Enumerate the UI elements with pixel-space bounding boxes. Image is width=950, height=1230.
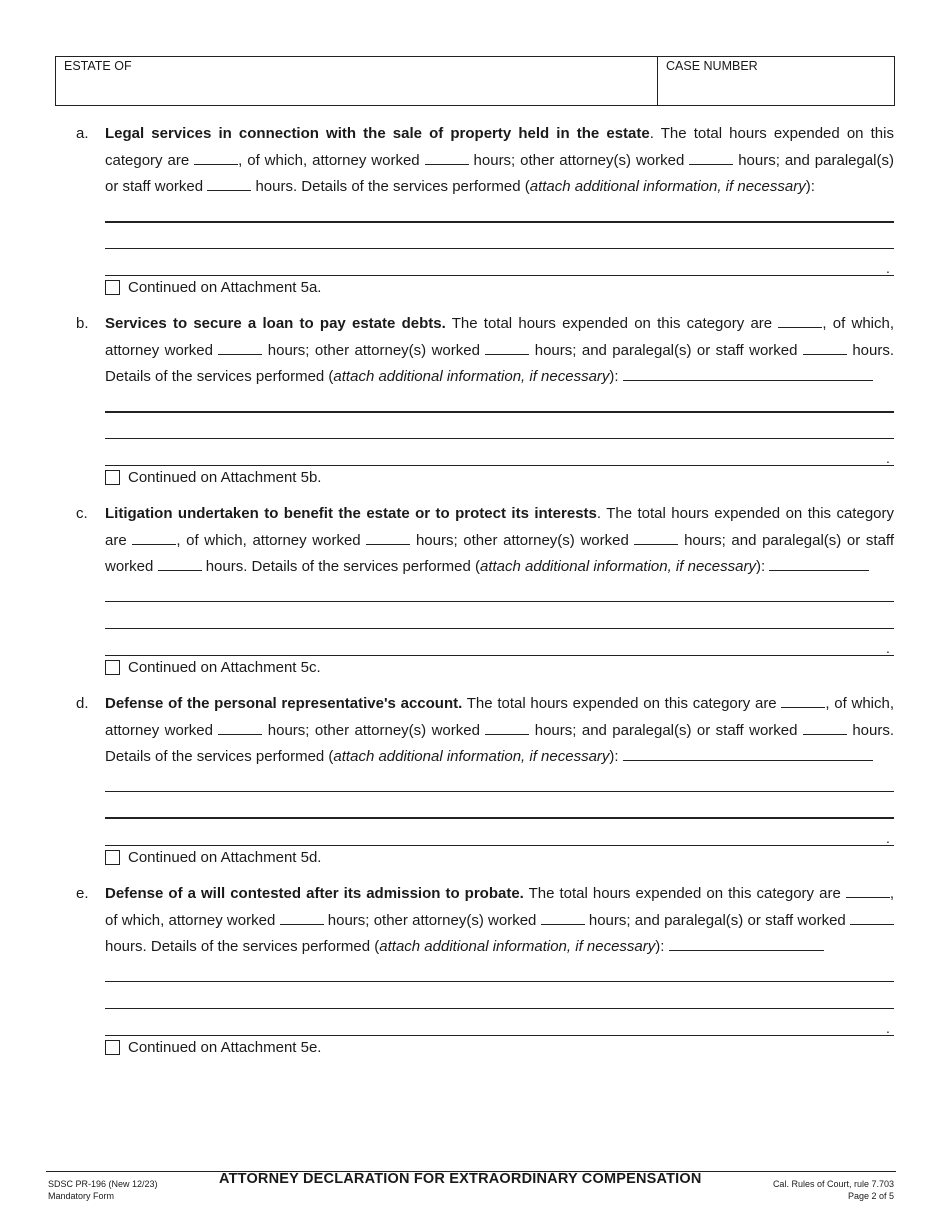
section-title: Legal services in connection with the sale of property held in the estate (105, 125, 650, 142)
details-inline-line[interactable] (669, 938, 824, 951)
total-hours-blank[interactable] (846, 885, 890, 898)
section-title: Defense of a will contested after its admission to probate. (105, 885, 524, 902)
staff-hours-blank[interactable] (158, 558, 202, 571)
details-line[interactable] (105, 221, 894, 223)
other-attorney-hours-blank[interactable] (689, 152, 733, 165)
total-hours-blank[interactable] (132, 532, 176, 545)
total-hours-blank[interactable] (781, 695, 825, 708)
details-line[interactable] (105, 791, 894, 792)
continued-attachment-5e[interactable] (105, 1039, 321, 1056)
section-title: Defense of the personal representative's account. (105, 695, 463, 712)
details-inline-line[interactable] (623, 368, 873, 381)
page-number: Page 2 of 5 (847, 1191, 894, 1201)
section-paragraph: Defense of the personal representative's account. The total hours expended on this category are , of which, attorney worked hours; other attorney(s) worked hours; and paralegal(s) or staff worked hours. Details of the services performed (attach additional information, if necessary): (105, 695, 895, 765)
details-line[interactable] (105, 1035, 894, 1036)
section-letter: b. (76, 315, 89, 332)
section-letter: d. (76, 695, 89, 712)
details-line[interactable] (105, 438, 894, 439)
continued-label: Continued on Attachment 5c. (128, 659, 321, 676)
attorney-hours-blank[interactable] (366, 532, 410, 545)
other-attorney-hours-blank[interactable] (485, 722, 529, 735)
attorney-hours-blank[interactable] (218, 722, 262, 735)
other-attorney-hours-blank[interactable] (634, 532, 678, 545)
section-letter: c. (76, 505, 88, 522)
details-line[interactable] (105, 275, 894, 276)
section-paragraph: Services to secure a loan to pay estate debts. The total hours expended on this category are , of which, attorney worked hours; other attorney(s) worked hours; and paralegal(s) or staff worked hours. Details of the services performed (attach additional information, if necessary): (105, 315, 895, 385)
details-line[interactable] (105, 655, 894, 656)
section-paragraph: Defense of a will contested after its admission to probate. The total hours expended on this category are , of which, attorney worked hours; other attorney(s) worked hours; and paralegal(s) or staff worked hours. Details of the services performed (attach additional information, if necessary): (105, 885, 894, 955)
attorney-hours-blank[interactable] (425, 152, 469, 165)
continued-attachment-5c[interactable] (105, 659, 321, 676)
section-letter: e. (76, 885, 89, 902)
continued-label: Continued on Attachment 5a. (128, 279, 322, 296)
case-number-label: CASE NUMBER (666, 59, 758, 73)
details-line[interactable] (105, 817, 894, 819)
court-rule: Cal. Rules of Court, rule 7.703 (772, 1179, 894, 1189)
continued-attachment-5d[interactable] (105, 849, 321, 866)
details-line[interactable] (105, 981, 894, 982)
checkbox[interactable] (105, 470, 120, 485)
details-line[interactable] (105, 248, 894, 249)
attorney-hours-blank[interactable] (280, 912, 324, 925)
continued-label: Continued on Attachment 5b. (128, 469, 322, 486)
continued-attachment-5a[interactable] (105, 279, 321, 296)
continued-attachment-5b[interactable] (105, 469, 321, 486)
details-line[interactable] (105, 411, 894, 413)
attorney-hours-blank[interactable] (218, 342, 262, 355)
total-hours-blank[interactable] (778, 315, 822, 328)
checkbox[interactable] (105, 1040, 120, 1055)
other-attorney-hours-blank[interactable] (541, 912, 585, 925)
section-paragraph: Litigation undertaken to benefit the estate or to protect its interests. The total hours expended on this category are , of which, attorney worked hours; other attorney(s) worked hours; and paralegal(s) or staff worked hours. Details of the services performed (attach additional information, if necessary): (105, 505, 894, 575)
section-paragraph: Legal services in connection with the sale of property held in the estate. The total hours expended on this category are , of which, attorney worked hours; other attorney(s) worked hours; and paralegal(s) or staff worked hours. Details of the services performed (attach additional information, if necessary): (105, 125, 895, 195)
footer-rule-info (773, 1178, 894, 1202)
details-inline-line[interactable] (623, 748, 873, 761)
checkbox[interactable] (105, 850, 120, 865)
section-letter: a. (76, 125, 89, 142)
staff-hours-blank[interactable] (207, 178, 251, 191)
staff-hours-blank[interactable] (850, 912, 894, 925)
checkbox[interactable] (105, 280, 120, 295)
details-line[interactable] (105, 1008, 894, 1009)
details-line[interactable] (105, 601, 894, 602)
form-type: Mandatory Form (48, 1191, 115, 1201)
staff-hours-blank[interactable] (803, 722, 847, 735)
continued-label: Continued on Attachment 5e. (128, 1039, 322, 1056)
form-title: ATTORNEY DECLARATION FOR EXTRAORDINARY COMPENSATION (219, 1171, 702, 1187)
details-inline-line[interactable] (769, 558, 869, 571)
section-title: Services to secure a loan to pay estate debts. (105, 315, 446, 332)
footer-form-info (48, 1178, 158, 1202)
details-line[interactable] (105, 628, 894, 629)
form-id: SDSC PR-196 (New 12/23) (48, 1179, 158, 1189)
other-attorney-hours-blank[interactable] (485, 342, 529, 355)
checkbox[interactable] (105, 660, 120, 675)
details-line[interactable] (105, 845, 894, 846)
staff-hours-blank[interactable] (803, 342, 847, 355)
estate-of-label: ESTATE OF (64, 59, 132, 73)
total-hours-blank[interactable] (194, 152, 238, 165)
caption-box (55, 56, 895, 106)
continued-label: Continued on Attachment 5d. (128, 849, 322, 866)
estate-of-field[interactable] (56, 57, 658, 105)
case-number-field[interactable] (658, 57, 894, 105)
section-title: Litigation undertaken to benefit the estate or to protect its interests (105, 505, 597, 522)
details-line[interactable] (105, 465, 894, 466)
